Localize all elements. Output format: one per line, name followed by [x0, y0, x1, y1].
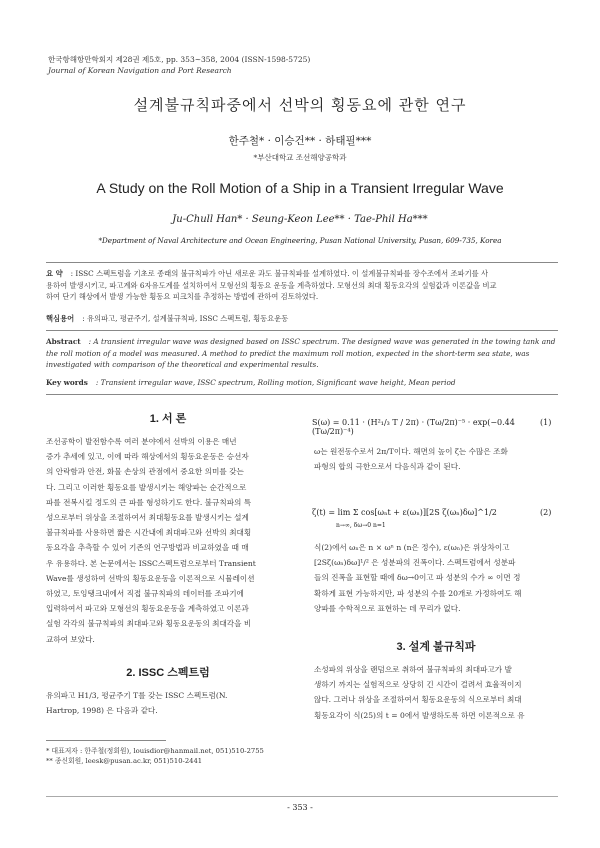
text-line: 들의 진폭을 표현할 때에 δω→0이고 파 성분의 수가 ∞ 이면 정 — [314, 573, 521, 583]
keywords-english-label: Key words — [46, 378, 88, 387]
text-line: 파형의 합의 극한으로서 다음식과 같이 된다. — [314, 462, 461, 472]
text-line: 성으로부터 위상을 조절하여서 최대횡동요를 발생시키는 설계 — [46, 513, 249, 523]
text-line: 식(2)에서 ωₙ은 n × ωⁿ n (n은 정수), ε(ωₙ)은 위상차이고 — [314, 543, 510, 552]
abstract-korean-label: 요 약 — [46, 269, 63, 278]
keywords-english-text: : Transient irregular wave, ISSC spectrum, Rolling motion, Significant wave height, Mean period — [95, 378, 456, 387]
footnote-rule — [46, 740, 166, 741]
abstract-english-line: the roll motion of a model was measured. A method to predict the maximum roll motion, expected in the short-term sea state, was — [46, 348, 530, 358]
abstract-english-line: : A transient irregular wave was designed based on ISSC spectrum. The designed wave was generated in the towing tank and — [88, 337, 556, 346]
affiliation-korean: *부산대학교 조선해양공학과 — [253, 153, 347, 162]
authors-english: Ju-Chull Han* · Seung-Keon Lee** · Tae-Phil Ha*** — [172, 214, 428, 225]
text-line: 소성파의 위상을 랜덤으로 취하여 불규칙파의 최대파고가 발 — [314, 665, 512, 674]
right-text-1 — [314, 444, 558, 474]
journal-header — [48, 54, 310, 76]
section-3-body — [314, 662, 558, 723]
keywords-korean-text: : 유의파고, 평균주기, 설계불규칙파, ISSC 스펙트럼, 횡동요운동 — [82, 314, 289, 323]
abstract-korean-line: : ISSC 스펙트럼을 기초로 종래의 불규칙파가 아닌 새로운 과도 불규칙파를 설계하였다. 이 설계불규칙파를 장수조에서 조파기를 사 — [70, 269, 489, 278]
text-line: 실험 각각의 불규칙파의 최대파고와 횡동요운동의 최대각을 비 — [46, 619, 252, 629]
footnotes — [46, 746, 264, 766]
title-english: A Study on the Roll Motion of a Ship in a Transient Irregular Wave — [96, 180, 504, 196]
equation-2-limits: n→∞, δω→0 n=1 — [336, 522, 386, 529]
text-line: 조선공학이 발전함수록 여러 분야에서 선박의 이용은 매년 — [46, 437, 237, 446]
equation-1: S(ω) = 0.11 · (H²₁/₃ T / 2π) · (Tω/2π)⁻⁵ · exp(−0.44 (Tω/2π)⁻⁴) — [312, 418, 515, 436]
text-line: 의 안락함과 안전, 화물 손상의 관점에서 중요한 의미를 갖는 — [46, 467, 244, 477]
keywords-korean — [46, 313, 558, 325]
text-line: ω는 원전동수로서 2π/T이다. 해면의 높이 ζ는 수많은 조화 — [314, 447, 508, 456]
keywords-korean-label: 핵심용어 — [46, 314, 75, 323]
section-3-heading: 3. 설계 불규칙파 — [396, 641, 476, 653]
section-1-body — [46, 434, 290, 647]
text-line: Wave를 생성하여 선박의 횡동요운동을 이론적으로 시뮬레이션 — [46, 573, 255, 583]
text-line: 양파를 수학적으로 표현하는 데 무리가 없다. — [314, 603, 461, 613]
text-line: 불규칙파를 사용하면 짧은 시간내에 최대파고와 선박의 최대횡 — [46, 528, 252, 538]
abstract-korean — [46, 268, 558, 303]
divider — [46, 330, 558, 331]
text-line: 동요각을 추측할 수 있어 기존의 연구방법과 비교하였을 때 매 — [46, 543, 249, 553]
text-line: 입력하여서 파고와 모형선의 횡동요운동을 계측하였고 이론과 — [46, 604, 249, 614]
page-number: - 353 - — [287, 803, 313, 812]
footnote-2: ** 종신회원, leesk@pusan.ac.kr, 051)510-2441 — [46, 757, 203, 765]
abstract-english — [46, 336, 558, 371]
divider — [46, 394, 558, 395]
text-line: 유의파고 H1/3, 평균주기 T를 갖는 ISSC 스펙트럼(N. — [46, 691, 228, 700]
section-2-body — [46, 688, 290, 718]
journal-citation: 한국항해항만학회지 제28권 제5호, pp. 353~358, 2004 (ISSN-1598-5725) — [48, 55, 311, 64]
divider — [46, 262, 558, 263]
abstract-korean-line: 하여 단기 해상에서 발생 가능한 횡동요 피크치를 추정하는 방법에 관하여 검토하였다. — [46, 292, 319, 301]
text-line: 생하기 까지는 실험적으로 상당히 긴 시간이 걸려서 효율적이지 — [314, 680, 522, 690]
affiliation-english: *Department of Naval Architecture and Ocean Engineering, Pusan National University, Pusan, 609-735, Korea — [98, 236, 502, 245]
section-1-heading: 1. 서 론 — [149, 413, 187, 425]
abstract-english-label: Abstract — [46, 337, 81, 346]
title-korean: 설계불규칙파중에서 선박의 횡동요에 관한 연구 — [133, 96, 467, 114]
text-line: 교하여 보았다. — [46, 634, 95, 644]
text-line: 확하게 표현 가능하지만, 파 성분의 수를 20개로 가정하여도 해 — [314, 588, 522, 598]
abstract-english-line: investigated with comparison of the theoretical and experimental results. — [46, 360, 319, 369]
text-line: 않다. 그러나 위상을 조절하여서 횡동요운동의 식으로부터 최대 — [314, 695, 522, 705]
abstract-korean-line: 용하여 발생시키고, 파고계와 6자유도계를 설치하여서 모형선의 횡동요 운동을 계측하였다. 모형선의 최대 횡동요각의 실험값과 이론값을 비교 — [46, 280, 497, 290]
text-line: 우 유용하다. 본 논문에서는 ISSC스펙트럼으로부터 Transient — [46, 558, 256, 568]
keywords-english — [46, 377, 558, 389]
text-line: 파를 전복시킬 정도의 큰 파를 형성하기도 한다. 불규칙파의 특 — [46, 497, 252, 507]
equation-1-number: (1) — [540, 418, 552, 427]
text-line: 횡동요각이 식(25)의 t = 0에서 발생하도록 하면 이론적으로 유 — [314, 710, 525, 720]
text-line: Hartrop, 1998) 은 다음과 같다. — [46, 706, 158, 716]
journal-name: Journal of Korean Navigation and Port Research — [48, 66, 232, 75]
text-line: 하였고, 토잉탱크내에서 직접 불규칙파의 데이터를 조파기에 — [46, 589, 244, 599]
equation-2: ζ(t) = lim Σ cos[ωₙt + ε(ωₙ)][2S ζ(ωₙ)δω]^1/2 — [312, 508, 497, 517]
authors-korean: 한주철* · 이승건** · 하태필*** — [228, 135, 372, 147]
section-2-heading: 2. ISSC 스펙트럼 — [126, 667, 210, 679]
text-line: 다. 그리고 이러한 횡동요를 발생시키는 해양파는 순간적으로 — [46, 482, 247, 492]
footnote-1: * 대표저자 : 한주철(정회원), louisdior@hanmail.net, 051)510-2755 — [46, 747, 264, 755]
right-text-2 — [314, 540, 558, 616]
equation-2-number: (2) — [540, 508, 552, 517]
page-bottom-rule — [46, 796, 558, 797]
text-line: 증가 추세에 있고, 이에 따라 해상에서의 횡동요운동은 승선자 — [46, 452, 249, 462]
text-line: [2Sζ(ωₙ)δω]¹/² 은 성분파의 진폭이다. 스펙트럼에서 성분파 — [314, 558, 516, 568]
